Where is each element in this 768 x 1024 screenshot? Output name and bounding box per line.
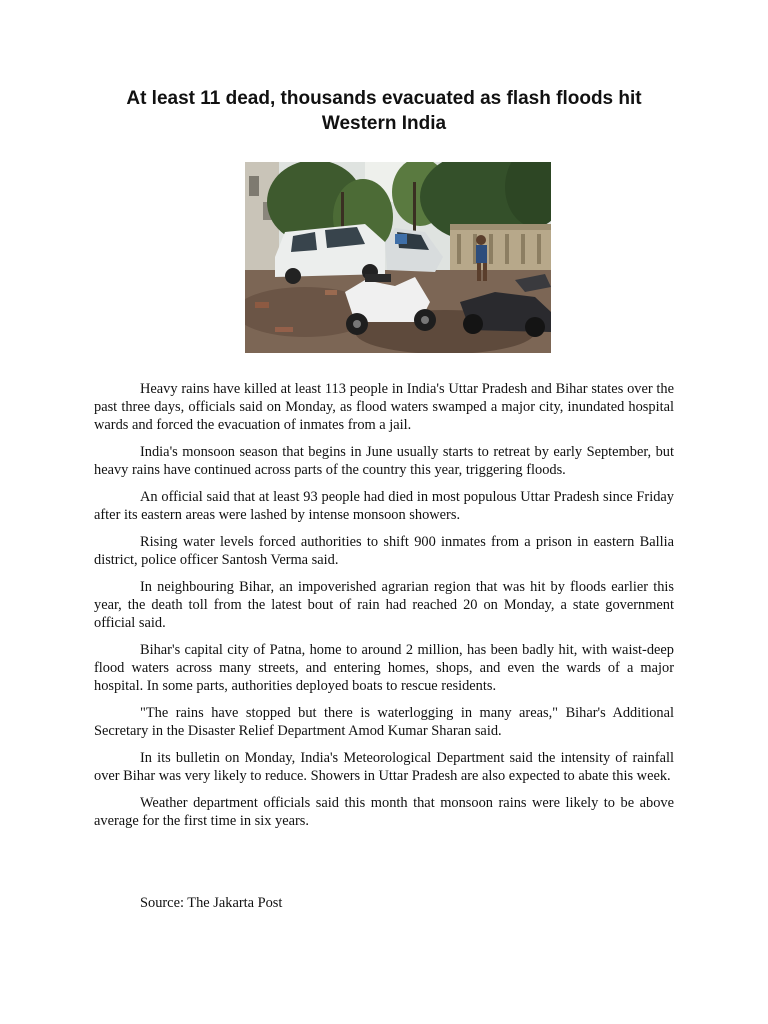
article-paragraph: An official said that at least 93 people had died in most populous Uttar Pradesh since Friday after its eastern areas were lashed by intense monsoon showers. <box>94 489 674 523</box>
article-body <box>94 380 674 839</box>
article-paragraph: In its bulletin on Monday, India's Meteorological Department said the intensity of rainfall over Bihar was very likely to reduce. Showers in Uttar Pradesh are also expected to abate this week. <box>94 750 674 784</box>
article-paragraph: Weather department officials said this month that monsoon rains were likely to be above average for the first time in six years. <box>94 795 674 829</box>
article-paragraph: Bihar's capital city of Patna, home to around 2 million, has been badly hit, with waist-deep flood waters across many streets, and entering homes, shops, and even the wards of a major hospital. In some parts, authorities deployed boats to rescue residents. <box>94 642 674 694</box>
flood-damage-photo <box>245 162 551 353</box>
article-paragraph: In neighbouring Bihar, an impoverished agrarian region that was hit by floods earlier this year, the death toll from the latest bout of rain had reached 20 on Monday, a state government official said. <box>94 579 674 631</box>
article-paragraph: "The rains have stopped but there is waterlogging in many areas," Bihar's Additional Secretary in the Disaster Relief Department Amod Kumar Sharan said. <box>94 705 674 739</box>
article-paragraph: India's monsoon season that begins in June usually starts to retreat by early September, but heavy rains have continued across parts of the country this year, triggering floods. <box>94 444 674 478</box>
article-paragraph: Rising water levels forced authorities to shift 900 inmates from a prison in eastern Ballia district, police officer Santosh Verma said. <box>94 534 674 568</box>
article-title: At least 11 dead, thousands evacuated as flash floods hit Western India <box>126 88 642 134</box>
article-source: Source: The Jakarta Post <box>140 895 283 911</box>
article-paragraph: Heavy rains have killed at least 113 people in India's Uttar Pradesh and Bihar states over the past three days, officials said on Monday, as flood waters swamped a major city, inundated hospital wards and forced the evacuation of inmates from a jail. <box>94 381 674 433</box>
